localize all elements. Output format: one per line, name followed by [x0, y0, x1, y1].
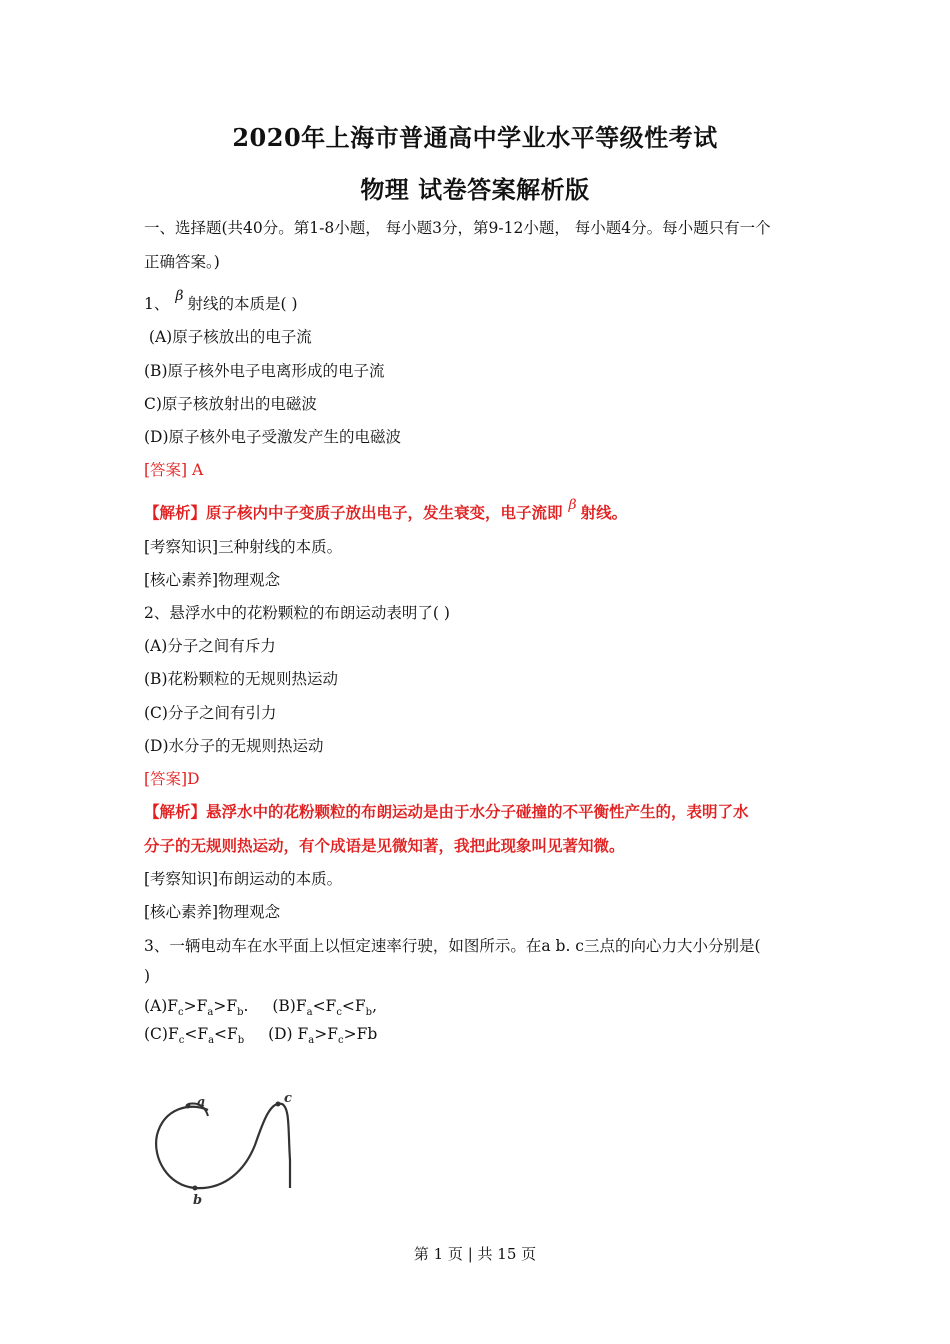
analysis-text: 原子核内中子变质子放出电子，发生衰变，电子流即 — [206, 503, 563, 522]
q3-path-figure — [150, 1090, 300, 1210]
q1-answer: [答案] A — [144, 461, 204, 479]
q2-literacy: [核心素养]物理观念 — [144, 903, 281, 921]
q3-options-cd — [144, 1024, 810, 1051]
q3-stem: 3、一辆电动车在水平面上以恒定速率行驶，如图所示。在a b. c三点的向心力大小分别是( — [144, 937, 761, 955]
q2-knowledge: [考察知识]布朗运动的本质。 — [144, 870, 343, 888]
label-a: a — [197, 1095, 206, 1110]
point-c — [276, 1102, 281, 1107]
q1-literacy: [核心素养]物理观念 — [144, 571, 281, 589]
page-subtitle: 物理 试卷答案解析版 — [360, 175, 590, 204]
q1-analysis — [144, 497, 810, 524]
q2-analysis-cont: 分子的无规则热运动，有个成语是见微知著，我把此现象叫见著知微。 — [144, 836, 625, 855]
q2-option-d: (D)水分子的无规则热运动 — [144, 737, 324, 755]
q2-option-a: (A)分子之间有斥力 — [144, 637, 276, 655]
path-curve — [156, 1104, 290, 1189]
q1-option-d: (D)原子核外电子受激发产生的电磁波 — [144, 428, 402, 446]
beta-symbol: β — [175, 288, 184, 304]
q3-option-a: $(A)F_c>F_a>F_b$. — [144, 997, 249, 1019]
analysis-label: 【解析】 — [144, 503, 207, 522]
analysis-label: 【解析】 — [144, 802, 207, 821]
q2-answer: [答案]D — [144, 770, 200, 788]
q3-options-ab — [144, 996, 810, 1023]
section-heading: 一、选择题(共40分。第1-8小题， 每小题3分，第9-12小题， 每小题4分。每小题只有一个 — [144, 219, 771, 237]
q3-stem-cont: ) — [144, 967, 151, 985]
page-title: 2020年上海市普通高中学业水平等级性考试 — [232, 123, 718, 152]
q2-analysis — [144, 802, 810, 822]
q3-option-d: (D) $F_a>F_c>Fb$ — [268, 1025, 378, 1047]
q3-option-b: $(B)F_a<F_c<F_b$, — [272, 997, 378, 1019]
q1-option-b: (B)原子核外电子电离形成的电子流 — [144, 362, 385, 380]
q2-stem: 2、悬浮水中的花粉颗粒的布朗运动表明了( ) — [144, 604, 450, 622]
q1-stem-text: 射线的本质是( ) — [187, 295, 298, 313]
q1-knowledge: [考察知识]三种射线的本质。 — [144, 538, 343, 556]
point-a — [186, 1104, 191, 1109]
analysis-text: 悬浮水中的花粉颗粒的布朗运动是由于水分子碰撞的不平衡性产生的，表明了水 — [206, 802, 749, 821]
q1-stem — [144, 288, 810, 315]
point-b — [193, 1186, 198, 1191]
q1-option-c: C)原子核放射出的电磁波 — [144, 395, 317, 413]
label-c: c — [284, 1091, 292, 1106]
q2-option-c: (C)分子之间有引力 — [144, 704, 277, 722]
q2-option-b: (B)花粉颗粒的无规则热运动 — [144, 670, 338, 688]
label-b: b — [193, 1193, 203, 1208]
analysis-tail: 射线。 — [580, 503, 628, 522]
page-footer: 第 1 页 | 共 15 页 — [413, 1245, 537, 1263]
q3-option-c: $(C)F_c<F_a<F_b$ — [144, 1025, 245, 1047]
beta-symbol: β — [568, 497, 577, 513]
q1-option-a: (A)原子核放出的电子流 — [144, 328, 312, 346]
section-heading-cont: 正确答案。) — [144, 253, 220, 271]
q1-number: 1、 — [144, 295, 170, 313]
